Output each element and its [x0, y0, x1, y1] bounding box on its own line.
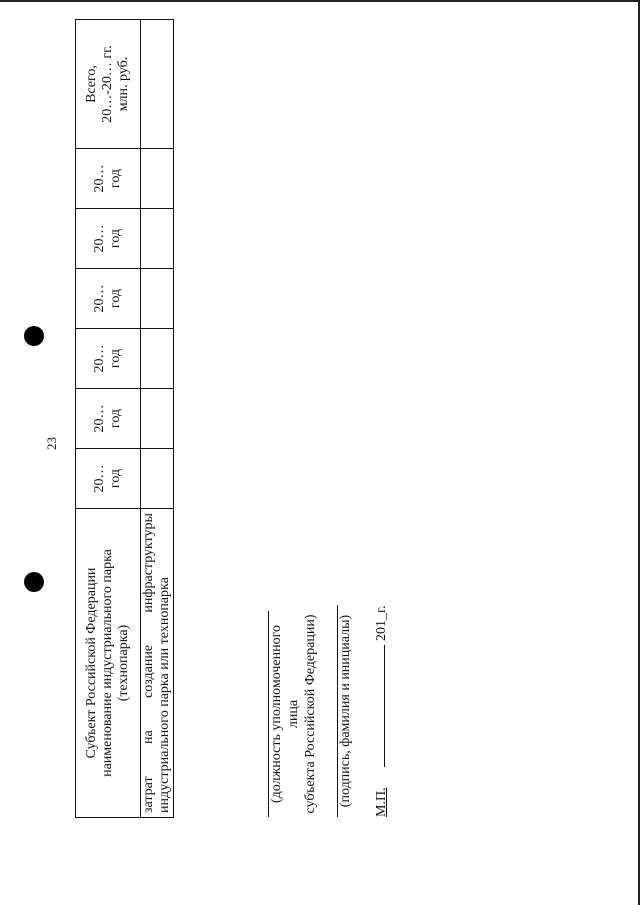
- table-row: [141, 20, 174, 818]
- value-cell[interactable]: [141, 149, 174, 209]
- stamp-mark: М.П.: [374, 787, 389, 817]
- row-label-word: затрат: [141, 776, 156, 813]
- row-label-word: на: [141, 730, 156, 745]
- year-word: год: [108, 468, 123, 489]
- row-label-word: инфраструктуры: [141, 513, 156, 613]
- total-header-line: 20…-20… гг.: [99, 45, 115, 123]
- position-signature-block: [268, 611, 319, 817]
- year-value: 20…: [91, 464, 107, 493]
- year-word: год: [108, 348, 123, 369]
- position-caption-line: (должность уполномоченного лица: [269, 625, 301, 803]
- subject-header-line: Субъект Российской Федерации: [83, 567, 99, 759]
- value-cell[interactable]: [141, 209, 174, 269]
- total-header-line: млн. руб.: [116, 56, 132, 112]
- year-header-cell: [76, 389, 141, 449]
- year-header-cell: [76, 329, 141, 389]
- value-cell[interactable]: [141, 449, 174, 509]
- year-value: 20…: [91, 224, 107, 253]
- year-header-cell: [76, 269, 141, 329]
- position-caption-line: субъекта Российской Федерации): [302, 614, 318, 814]
- total-header-line: Всего,: [83, 65, 99, 103]
- table-header-row: [76, 20, 141, 818]
- date-line: [374, 605, 390, 767]
- value-cell[interactable]: [141, 389, 174, 449]
- year-header-cell: [76, 209, 141, 269]
- signature-caption: (подпись, фамилия и инициалы): [338, 614, 353, 808]
- date-blank[interactable]: [384, 645, 385, 767]
- year-value: 20…: [91, 344, 107, 373]
- year-value: 20…: [91, 164, 107, 193]
- subject-header-line: (технопарка): [116, 624, 132, 702]
- value-cell[interactable]: [141, 329, 174, 389]
- subject-header-line: наименование индустриального парка: [99, 549, 115, 777]
- year-word: год: [108, 168, 123, 189]
- row-label-line-1: [141, 513, 157, 813]
- year-word: год: [108, 228, 123, 249]
- row-label-cell: [141, 509, 174, 818]
- value-cell[interactable]: [141, 269, 174, 329]
- subject-header-cell: [76, 509, 141, 818]
- row-label-line-2: индустриального парка или технопарка: [157, 577, 173, 813]
- total-header-cell: [76, 20, 141, 149]
- year-header-cell: [76, 449, 141, 509]
- row-label-word: создание: [141, 644, 156, 698]
- page-number: 23: [44, 437, 59, 450]
- year-header-cell: [76, 149, 141, 209]
- name-signature-block: [337, 605, 355, 817]
- year-value: 20…: [91, 284, 107, 313]
- date-suffix: 201_г.: [374, 605, 389, 641]
- year-value: 20…: [91, 404, 107, 433]
- investment-table: [75, 19, 174, 818]
- year-word: год: [108, 288, 123, 309]
- total-value-cell[interactable]: [141, 20, 174, 149]
- year-word: год: [108, 408, 123, 429]
